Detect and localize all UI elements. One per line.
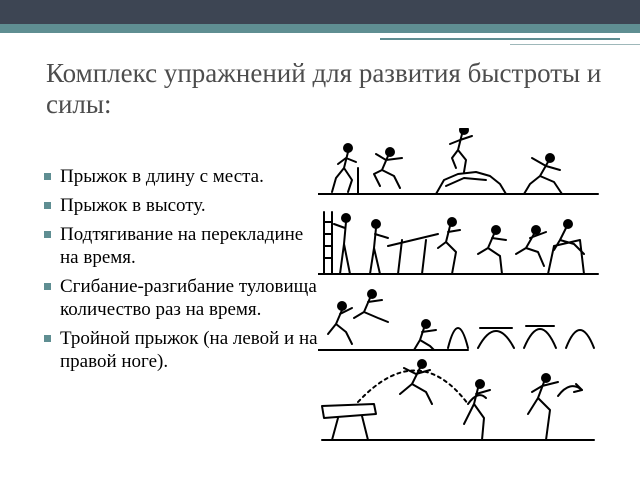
long-jump-row-icon [318,128,598,194]
bullet-text: Прыжок в высоту. [60,195,206,216]
slide-title: Комплекс упражнений для развития быстроты и силы: [46,58,602,119]
bullet-text: Сгибание-разгибание туловища количество раз на время. [60,276,317,320]
high-jump-row-icon [318,212,598,274]
bullet-marker-icon [44,202,51,209]
pullup-row-icon [318,290,594,350]
exercise-illustration [318,128,608,448]
bullet-item [44,223,319,269]
bullet-text: Подтягивание на перекладине на время. [60,224,304,268]
accent-line [380,38,620,40]
bullet-text: Тройной прыжок (на левой и на правой ноге). [60,328,318,372]
triple-jump-row-icon [322,360,594,440]
bullet-item [44,327,319,373]
bullet-text: Прыжок в длину с места. [60,166,264,187]
bullet-marker-icon [44,231,51,238]
bullet-list [44,165,319,379]
bullet-marker-icon [44,173,51,180]
bullet-item [44,194,319,217]
bullet-item [44,275,319,321]
accent-line-thin [510,44,640,45]
bullet-marker-icon [44,335,51,342]
bullet-marker-icon [44,283,51,290]
slide-top-bar [0,0,640,24]
slide-accent-bar [0,24,640,33]
bullet-item [44,165,319,188]
